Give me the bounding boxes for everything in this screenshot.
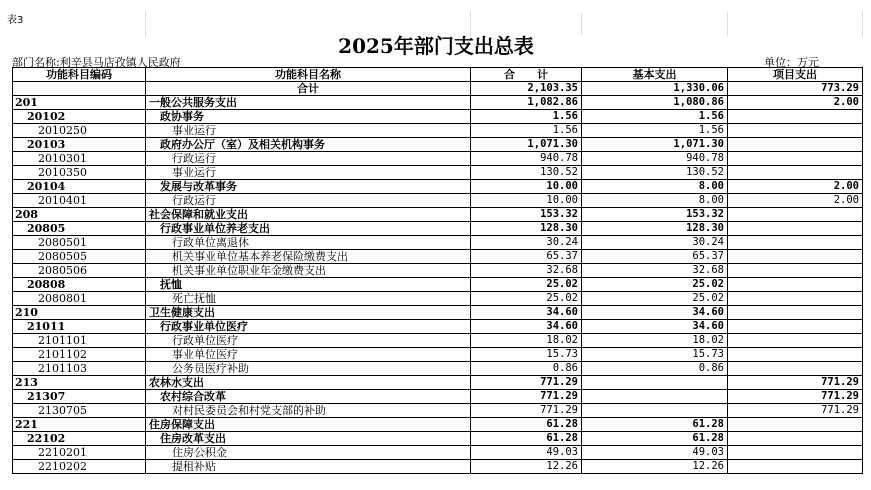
row-name: 机关事业单位职业年金缴费支出 <box>146 264 471 278</box>
header-basic: 基本支出 <box>582 68 728 82</box>
row-total: 61.28 <box>471 418 582 432</box>
row-project <box>728 138 863 152</box>
row-name: 发展与改革事务 <box>146 180 471 194</box>
row-name: 行政事业单位养老支出 <box>146 222 471 236</box>
row-name: 卫生健康支出 <box>146 306 471 320</box>
row-basic: 61.28 <box>582 432 728 446</box>
row-code: 2010401 <box>13 194 146 208</box>
row-project <box>728 460 863 474</box>
row-project <box>728 264 863 278</box>
row-total: 15.73 <box>471 348 582 362</box>
table-row <box>13 222 863 236</box>
row-basic: 30.24 <box>582 236 728 250</box>
row-total: 65.37 <box>471 250 582 264</box>
row-project <box>728 348 863 362</box>
table-row <box>13 362 863 376</box>
row-total: 34.60 <box>471 320 582 334</box>
row-name: 对村民委员会和村党支部的补助 <box>146 404 471 418</box>
row-total: 25.02 <box>471 292 582 306</box>
row-name: 政协事务 <box>146 110 471 124</box>
table-row <box>13 306 863 320</box>
row-code: 2080506 <box>13 264 146 278</box>
unit-label: 单位：万元 <box>764 56 819 69</box>
row-project: 2.00 <box>728 180 863 194</box>
row-project <box>728 208 863 222</box>
row-name: 政府办公厅（室）及相关机构事务 <box>146 138 471 152</box>
row-total: 1.56 <box>471 124 582 138</box>
row-name: 公务员医疗补助 <box>146 362 471 376</box>
row-code: 2210202 <box>13 460 146 474</box>
row-basic: 65.37 <box>582 250 728 264</box>
row-name: 事业运行 <box>146 166 471 180</box>
row-code: 2080505 <box>13 250 146 264</box>
row-code: 208 <box>13 208 146 222</box>
row-code: 2210201 <box>13 446 146 460</box>
row-basic: 940.78 <box>582 152 728 166</box>
row-project <box>728 152 863 166</box>
grid-line <box>862 12 863 36</box>
row-total: 18.02 <box>471 334 582 348</box>
header-name: 功能科目名称 <box>146 68 471 82</box>
row-code: 2130705 <box>13 404 146 418</box>
table-row <box>13 152 863 166</box>
row-code: 2080501 <box>13 236 146 250</box>
row-project <box>728 110 863 124</box>
row-basic <box>582 376 728 390</box>
row-code: 2010301 <box>13 152 146 166</box>
table-row <box>13 320 863 334</box>
row-project <box>728 446 863 460</box>
row-project <box>728 334 863 348</box>
row-project <box>728 250 863 264</box>
row-total: 771.29 <box>471 376 582 390</box>
row-name: 农村综合改革 <box>146 390 471 404</box>
row-basic <box>582 390 728 404</box>
row-name: 农林水支出 <box>146 376 471 390</box>
row-basic: 34.60 <box>582 320 728 334</box>
row-project: 2.00 <box>728 96 863 110</box>
row-project <box>728 362 863 376</box>
header-code: 功能科目编码 <box>13 68 146 82</box>
row-code: 22102 <box>13 432 146 446</box>
row-basic: 32.68 <box>582 264 728 278</box>
row-project: 771.29 <box>728 404 863 418</box>
org-name: 部门名称:利辛县马店孜镇人民政府 <box>12 56 181 69</box>
row-code: 20102 <box>13 110 146 124</box>
table-row <box>13 432 863 446</box>
expenditure-table <box>12 67 863 474</box>
row-code: 2010350 <box>13 166 146 180</box>
header-project: 项目支出 <box>728 68 863 82</box>
row-basic: 153.32 <box>582 208 728 222</box>
row-name: 行政单位医疗 <box>146 334 471 348</box>
row-basic <box>582 404 728 418</box>
row-code: 2080801 <box>13 292 146 306</box>
row-project <box>728 306 863 320</box>
row-basic: 18.02 <box>582 334 728 348</box>
header-total: 合 计 <box>471 68 582 82</box>
row-project <box>728 222 863 236</box>
row-code: 201 <box>13 96 146 110</box>
row-code: 2101103 <box>13 362 146 376</box>
row-total: 10.00 <box>471 180 582 194</box>
row-total: 34.60 <box>471 306 582 320</box>
row-basic: 1.56 <box>582 110 728 124</box>
row-total: 153.32 <box>471 208 582 222</box>
row-name: 行政运行 <box>146 194 471 208</box>
row-code: 20808 <box>13 278 146 292</box>
total-code-cell <box>13 82 146 96</box>
table-row <box>13 250 863 264</box>
total-amount: 2,103.35 <box>471 82 582 96</box>
row-project <box>728 418 863 432</box>
row-total: 32.68 <box>471 264 582 278</box>
row-name: 机关事业单位基本养老保险缴费支出 <box>146 250 471 264</box>
row-basic: 0.86 <box>582 362 728 376</box>
table-row <box>13 446 863 460</box>
table-row <box>13 110 863 124</box>
table-row <box>13 96 863 110</box>
row-project <box>728 320 863 334</box>
row-code: 21011 <box>13 320 146 334</box>
table-row <box>13 236 863 250</box>
row-total: 771.29 <box>471 390 582 404</box>
table-row <box>13 418 863 432</box>
table-row <box>13 166 863 180</box>
row-basic: 25.02 <box>582 278 728 292</box>
row-project: 771.29 <box>728 376 863 390</box>
row-basic: 61.28 <box>582 418 728 432</box>
row-code: 20104 <box>13 180 146 194</box>
row-total: 0.86 <box>471 362 582 376</box>
row-code: 20805 <box>13 222 146 236</box>
total-label: 合计 <box>146 82 471 96</box>
table-row <box>13 278 863 292</box>
row-project <box>728 278 863 292</box>
row-project <box>728 432 863 446</box>
row-name: 行政运行 <box>146 152 471 166</box>
total-basic: 1,330.06 <box>582 82 728 96</box>
row-total: 1.56 <box>471 110 582 124</box>
row-name: 提租补贴 <box>146 460 471 474</box>
row-project <box>728 292 863 306</box>
table-row <box>13 208 863 222</box>
row-total: 128.30 <box>471 222 582 236</box>
row-name: 抚恤 <box>146 278 471 292</box>
row-total: 25.02 <box>471 278 582 292</box>
row-basic: 25.02 <box>582 292 728 306</box>
unit-row <box>12 55 862 67</box>
row-code: 213 <box>13 376 146 390</box>
row-basic: 130.52 <box>582 166 728 180</box>
row-code: 21307 <box>13 390 146 404</box>
row-name: 行政单位离退休 <box>146 236 471 250</box>
row-total: 12.26 <box>471 460 582 474</box>
table-row <box>13 292 863 306</box>
row-basic: 1.56 <box>582 124 728 138</box>
table-row <box>13 124 863 138</box>
row-code: 2101102 <box>13 348 146 362</box>
table-row <box>13 390 863 404</box>
table-row <box>13 376 863 390</box>
row-project <box>728 166 863 180</box>
row-project <box>728 124 863 138</box>
row-name: 事业运行 <box>146 124 471 138</box>
row-total: 130.52 <box>471 166 582 180</box>
row-name: 行政事业单位医疗 <box>146 320 471 334</box>
row-basic: 12.26 <box>582 460 728 474</box>
row-total: 940.78 <box>471 152 582 166</box>
row-total: 30.24 <box>471 236 582 250</box>
table-row <box>13 348 863 362</box>
table-row <box>13 334 863 348</box>
row-basic: 15.73 <box>582 348 728 362</box>
table-row <box>13 194 863 208</box>
row-project: 771.29 <box>728 390 863 404</box>
row-basic: 49.03 <box>582 446 728 460</box>
row-total: 1,082.86 <box>471 96 582 110</box>
row-code: 2101101 <box>13 334 146 348</box>
page-title: 2025年部门支出总表 <box>338 34 534 58</box>
row-name: 住房改革支出 <box>146 432 471 446</box>
row-total: 1,071.30 <box>471 138 582 152</box>
total-project: 773.29 <box>728 82 863 96</box>
row-basic: 1,071.30 <box>582 138 728 152</box>
table-row <box>13 264 863 278</box>
sheet-label: 表3 <box>7 15 24 26</box>
row-name: 住房保障支出 <box>146 418 471 432</box>
row-project <box>728 236 863 250</box>
table-row <box>13 138 863 152</box>
row-name: 事业单位医疗 <box>146 348 471 362</box>
row-basic: 1,080.86 <box>582 96 728 110</box>
header-row <box>13 68 863 82</box>
row-code: 20103 <box>13 138 146 152</box>
row-total: 49.03 <box>471 446 582 460</box>
row-total: 10.00 <box>471 194 582 208</box>
row-name: 一般公共服务支出 <box>146 96 471 110</box>
table-row <box>13 460 863 474</box>
row-code: 2010250 <box>13 124 146 138</box>
row-code: 221 <box>13 418 146 432</box>
grid-line <box>727 12 728 36</box>
table-row <box>13 180 863 194</box>
row-basic: 34.60 <box>582 306 728 320</box>
row-basic: 128.30 <box>582 222 728 236</box>
row-code: 210 <box>13 306 146 320</box>
table-row <box>13 404 863 418</box>
row-name: 住房公积金 <box>146 446 471 460</box>
row-name: 死亡抚恤 <box>146 292 471 306</box>
row-basic: 8.00 <box>582 180 728 194</box>
total-row <box>13 82 863 96</box>
row-total: 61.28 <box>471 432 582 446</box>
row-total: 771.29 <box>471 404 582 418</box>
row-project: 2.00 <box>728 194 863 208</box>
row-basic: 8.00 <box>582 194 728 208</box>
row-name: 社会保障和就业支出 <box>146 208 471 222</box>
